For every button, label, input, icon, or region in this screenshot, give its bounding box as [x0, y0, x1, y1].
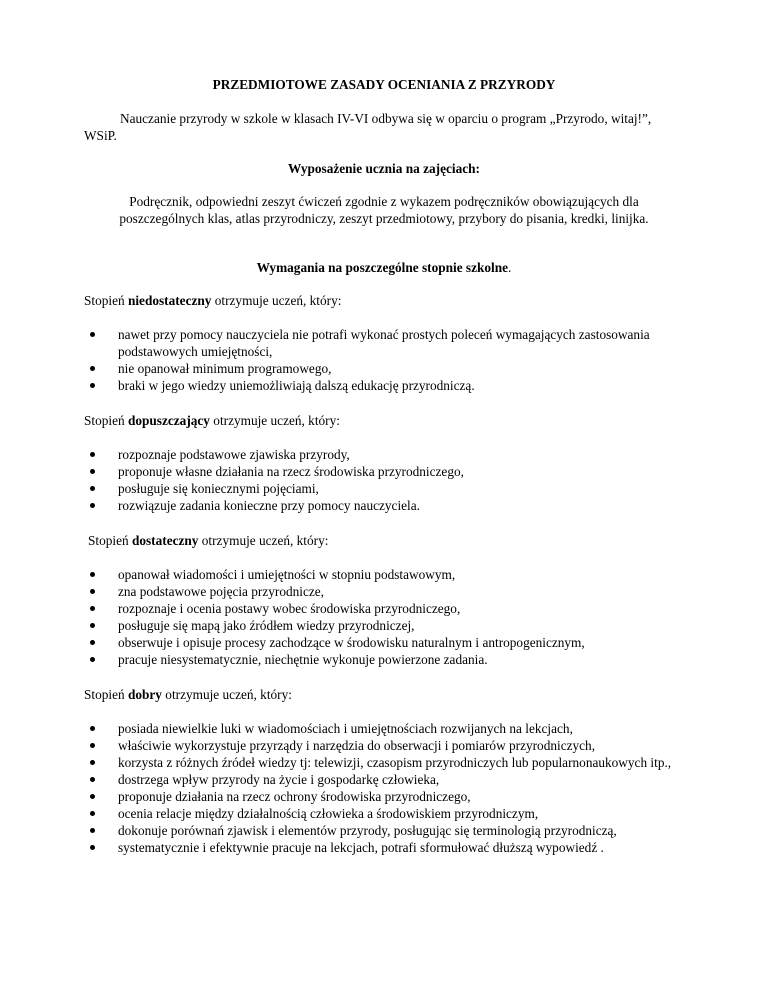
- grade-suffix: otrzymuje uczeń, który:: [209, 413, 340, 428]
- grade-list-dopuszczajacy: [84, 446, 684, 514]
- grade-name: dopuszczający: [127, 413, 210, 428]
- list-item: korzysta z różnych źródeł wiedzy tj: telewizji, czasopism przyrodniczych lub popularnonaukowych itp.,: [118, 754, 684, 771]
- list-item: rozwiązuje zadania konieczne przy pomocy nauczyciela.: [118, 497, 684, 514]
- list-item: pracuje niesystematycznie, niechętnie wykonuje powierzone zadania.: [118, 651, 684, 668]
- list-item: ocenia relacje między działalnością człowieka a środowiskiem przyrodniczym,: [118, 805, 684, 822]
- list-item: proponuje własne działania na rzecz środowiska przyrodniczego,: [118, 463, 684, 480]
- grade-heading-dostateczny: [84, 532, 684, 549]
- grade-suffix: otrzymuje uczeń, który:: [211, 293, 342, 308]
- list-item: rozpoznaje i ocenia postawy wobec środowiska przyrodniczego,: [118, 600, 684, 617]
- grade-name: niedostateczny: [127, 293, 212, 308]
- list-item: rozpoznaje podstawowe zjawiska przyrody,: [118, 446, 684, 463]
- list-item: zna podstawowe pojęcia przyrodnicze,: [118, 583, 684, 600]
- list-item: posiada niewielkie luki w wiadomościach i umiejętnościach rozwijanych na lekcjach,: [118, 720, 684, 737]
- grade-prefix: Stopień: [84, 687, 128, 702]
- grade-list-dobry: [84, 720, 684, 856]
- equipment-heading: Wyposażenie ucznia na zajęciach:: [288, 161, 480, 176]
- list-item: posługuje się mapą jako źródłem wiedzy przyrodniczej,: [118, 617, 684, 634]
- list-item: właściwie wykorzystuje przyrządy i narzędzia do obserwacji i pomiarów przyrodniczych,: [118, 737, 684, 754]
- list-item: nawet przy pomocy nauczyciela nie potrafi wykonać prostych poleceń wymagających zastosowania podstawowych umiejętności,: [118, 326, 684, 360]
- grade-name: dostateczny: [131, 533, 199, 548]
- list-item: braki w jego wiedzy uniemożliwiają dalszą edukację przyrodniczą.: [118, 377, 684, 394]
- intro-paragraph: Nauczanie przyrody w szkole w klasach IV-VI odbywa się w oparciu o program „Przyrodo, witaj!”, WSiP.: [84, 111, 652, 143]
- list-item: dostrzega wpływ przyrody na życie i gospodarkę człowieka,: [118, 771, 684, 788]
- grade-prefix: Stopień: [84, 293, 128, 308]
- requirements-heading: [84, 259, 684, 276]
- list-item: systematycznie i efektywnie pracuje na lekcjach, potrafi sformułować dłuższą wypowiedź .: [118, 839, 684, 856]
- equipment-text: Podręcznik, odpowiedni zeszyt ćwiczeń zgodnie z wykazem podręczników obowiązujących dla poszczególnych klas, atlas przyrodniczy, zeszyt przedmiotowy, przybory do pisania, kredki, linijka.: [119, 194, 649, 226]
- grade-list-dostateczny: [84, 566, 684, 668]
- document-title: PRZEDMIOTOWE ZASADY OCENIANIA Z PRZYRODY: [212, 77, 556, 92]
- list-item: dokonuje porównań zjawisk i elementów przyrody, posługując się terminologią przyrodniczą,: [118, 822, 684, 839]
- requirements-heading-bold: Wymagania na poszczególne stopnie szkolne: [256, 260, 509, 275]
- grade-list-niedostateczny: [84, 326, 684, 394]
- grade-name: dobry: [127, 687, 162, 702]
- list-item: nie opanował minimum programowego,: [118, 360, 684, 377]
- list-item: obserwuje i opisuje procesy zachodzące w środowisku naturalnym i antropogenicznym,: [118, 634, 684, 651]
- list-item: posługuje się koniecznymi pojęciami,: [118, 480, 684, 497]
- grade-prefix: Stopień: [84, 413, 128, 428]
- list-item: proponuje działania na rzecz ochrony środowiska przyrodniczego,: [118, 788, 684, 805]
- list-item: opanował wiadomości i umiejętności w stopniu podstawowym,: [118, 566, 684, 583]
- grade-heading-dopuszczajacy: [84, 412, 684, 429]
- document-page: [84, 76, 684, 874]
- grade-suffix: otrzymuje uczeń, który:: [161, 687, 292, 702]
- grade-heading-niedostateczny: [84, 292, 684, 309]
- grade-prefix: Stopień: [88, 533, 132, 548]
- grade-heading-dobry: [84, 686, 684, 703]
- grade-suffix: otrzymuje uczeń, który:: [198, 533, 329, 548]
- requirements-heading-tail: .: [508, 260, 512, 275]
